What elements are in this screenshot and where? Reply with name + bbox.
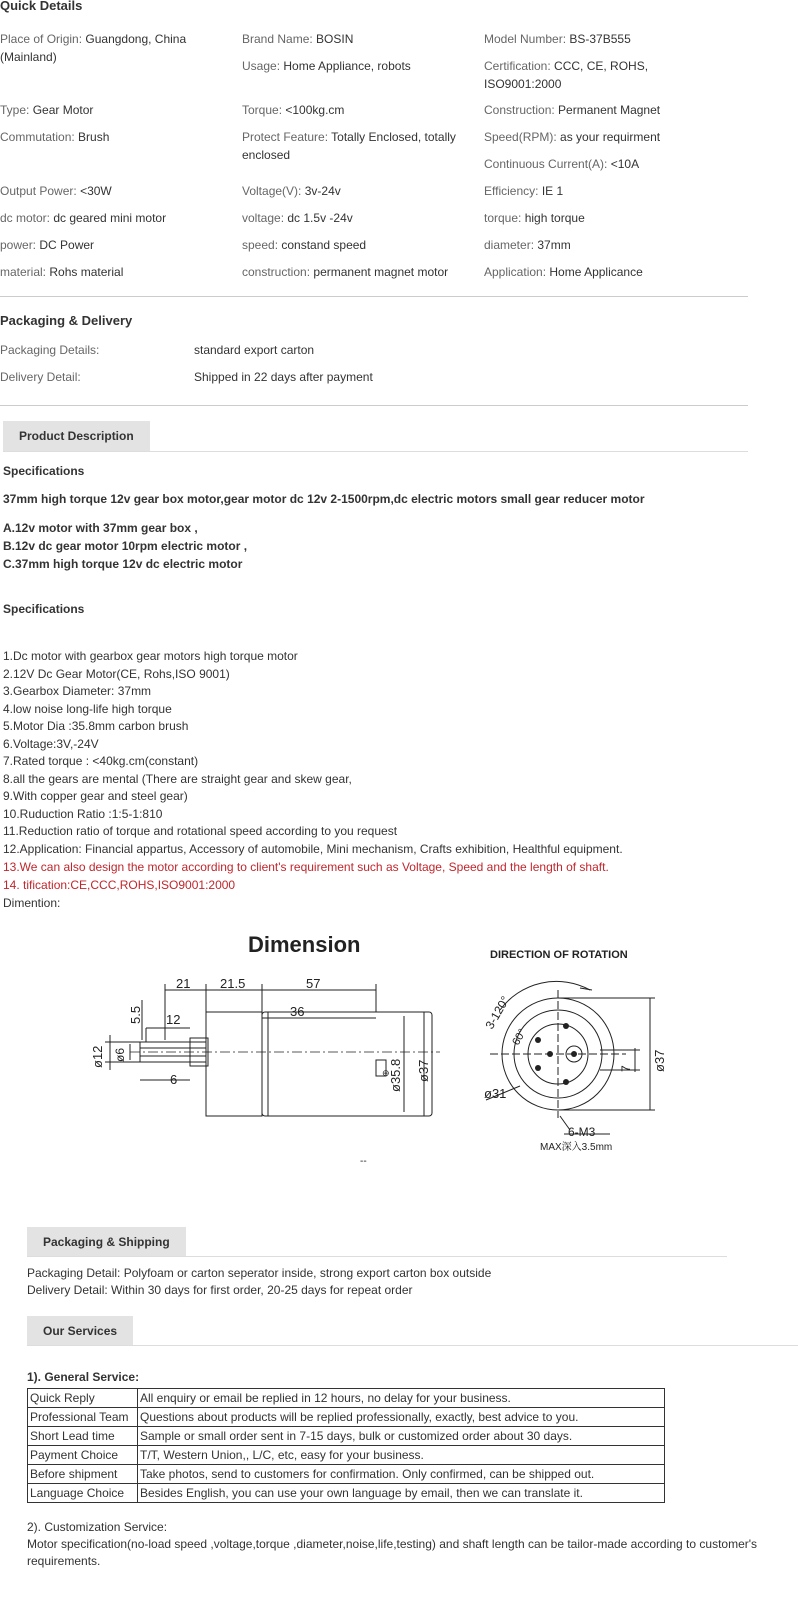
quick-detail-key: torque: bbox=[484, 211, 522, 225]
divider bbox=[0, 405, 748, 406]
quick-detail-item bbox=[484, 209, 714, 227]
quick-detail-value: dc geared mini motor bbox=[53, 211, 167, 225]
service-desc-cell: Questions about products will be replied professionally, exactly, best advice to you. bbox=[138, 1408, 665, 1427]
product-headline: 37mm high torque 12v gear box motor,gear motor dc 12v 2-1500rpm,dc electric motors small gear reducer motor bbox=[3, 492, 645, 506]
service-name-cell: Short Lead time bbox=[28, 1427, 138, 1446]
quick-detail-key: diameter: bbox=[484, 238, 535, 252]
service-desc-cell: All enquiry or email be replied in 12 hours, no delay for your business. bbox=[138, 1389, 665, 1408]
service-desc-cell: Take photos, send to customers for confirmation. Only confirmed, can be shipped out. bbox=[138, 1465, 665, 1484]
packaging-detail-value: Polyfoam or carton seperator inside, strong export carton box outside bbox=[120, 1266, 492, 1280]
service-name-cell: Language Choice bbox=[28, 1484, 138, 1503]
quick-detail-item bbox=[242, 182, 472, 200]
quick-detail-item bbox=[484, 57, 714, 93]
front-view bbox=[360, 981, 667, 1167]
quick-detail-value: <10A bbox=[610, 157, 640, 171]
svg-text:ø37: ø37 bbox=[652, 1049, 667, 1072]
quick-detail-item bbox=[242, 57, 472, 75]
svg-text:MAX深入3.5mm: MAX深入3.5mm bbox=[540, 1142, 613, 1153]
bullet-item: A.12v motor with 37mm gear box , bbox=[3, 521, 198, 535]
spec-item: 9.With copper gear and steel gear) bbox=[3, 789, 188, 803]
quick-detail-item bbox=[484, 30, 714, 48]
delivery-detail-label: Delivery Detail: bbox=[0, 370, 81, 384]
packaging-detail-label: Packaging Detail: bbox=[27, 1266, 121, 1280]
quick-detail-key: Usage: bbox=[242, 59, 281, 73]
quick-detail-value: <100kg.cm bbox=[285, 103, 345, 117]
delivery-detail-line bbox=[27, 1282, 413, 1299]
spec-item: 6.Voltage:3V,-24V bbox=[3, 736, 99, 751]
packaging-detail-line bbox=[27, 1265, 491, 1282]
quick-detail-item bbox=[242, 128, 472, 164]
quick-detail-key: Brand Name: bbox=[242, 32, 313, 46]
quick-detail-value: 3v-24v bbox=[304, 184, 341, 198]
svg-text:ø31: ø31 bbox=[484, 1086, 507, 1101]
spec-item: 1.Dc motor with gearbox gear motors high torque motor bbox=[3, 649, 298, 663]
quick-detail-item bbox=[484, 263, 714, 281]
bullet-item: C.37mm high torque 12v dc electric motor bbox=[3, 557, 243, 571]
quick-detail-item bbox=[0, 182, 230, 200]
svg-text:6-M3: 6-M3 bbox=[568, 1125, 596, 1139]
quick-detail-key: material: bbox=[0, 265, 47, 279]
svg-text:ø35.8: ø35.8 bbox=[388, 1058, 403, 1092]
quick-detail-key: Construction: bbox=[484, 103, 555, 117]
quick-detail-key: voltage: bbox=[242, 211, 285, 225]
quick-detail-value: DC Power bbox=[39, 238, 95, 252]
service-name-cell: Payment Choice bbox=[28, 1446, 138, 1465]
spec-item: 11.Reduction ratio of torque and rotational speed according to you request bbox=[3, 824, 398, 838]
quick-detail-key: Commutation: bbox=[0, 130, 75, 144]
red-note: 14. tification:CE,CCC,ROHS,ISO9001:2000 bbox=[3, 878, 236, 892]
quick-detail-item bbox=[484, 101, 714, 119]
quick-detail-value: Guangdong, China (Mainland) bbox=[0, 32, 187, 64]
quick-detail-key: Speed(RPM): bbox=[484, 130, 557, 144]
svg-text:36: 36 bbox=[290, 1004, 305, 1019]
table-row bbox=[28, 1446, 665, 1465]
svg-text:5.5: 5.5 bbox=[128, 1005, 143, 1024]
svg-text:ø6: ø6 bbox=[113, 1047, 127, 1062]
quick-detail-key: construction: bbox=[242, 265, 311, 279]
svg-text:7: 7 bbox=[619, 1065, 633, 1072]
quick-detail-item bbox=[242, 101, 472, 119]
delivery-detail-value: Within 30 days for first order, 20-25 days for repeat order bbox=[107, 1283, 413, 1297]
quick-detail-key: Voltage(V): bbox=[242, 184, 302, 198]
quick-detail-key: Certification: bbox=[484, 59, 551, 73]
specifications-heading: Specifications bbox=[3, 464, 85, 478]
divider bbox=[0, 296, 748, 297]
customization-text: Motor specification(no-load speed ,voltage,torque ,diameter,noise,life,testing) and shaft length can be tailor-made according to customer's requirements. bbox=[27, 1537, 758, 1568]
service-name-cell: Before shipment bbox=[28, 1465, 138, 1484]
table-row bbox=[28, 1465, 665, 1484]
svg-text:6: 6 bbox=[170, 1072, 178, 1087]
service-desc-cell: T/T, Western Union,, L/C, etc, easy for your business. bbox=[138, 1446, 665, 1465]
svg-text:--: -- bbox=[360, 1156, 367, 1167]
quick-detail-item bbox=[242, 263, 472, 281]
table-row bbox=[28, 1484, 665, 1503]
delivery-detail-label: Delivery Detail: bbox=[27, 1283, 108, 1297]
quick-detail-item bbox=[0, 236, 230, 254]
quick-detail-key: Type: bbox=[0, 103, 30, 117]
spec-item: 8.all the gears are mental (There are straight gear and skew gear, bbox=[3, 771, 352, 786]
spec-item: 12.Application: Financial appartus, Accessory of automobile, Mini mechanism, Crafts exhibition, Healthful equipment. bbox=[3, 841, 623, 856]
bullet-item: B.12v dc gear motor 10rpm electric motor , bbox=[3, 539, 248, 553]
service-desc-cell: Sample or small order sent in 7-15 days, bulk or customized order about 30 days. bbox=[138, 1427, 665, 1446]
spec-item: 7.Rated torque : <40kg.cm(constant) bbox=[3, 754, 199, 768]
tab-underline bbox=[27, 1256, 727, 1257]
service-name-cell: Professional Team bbox=[28, 1408, 138, 1427]
spec-item: 4.low noise long-life high torque bbox=[3, 701, 172, 716]
quick-detail-key: Model Number: bbox=[484, 32, 567, 46]
quick-detail-value: Home Applicance bbox=[549, 265, 643, 279]
quick-detail-value: dc 1.5v -24v bbox=[287, 211, 353, 225]
quick-detail-item bbox=[0, 30, 230, 66]
quick-detail-value: <30W bbox=[80, 184, 112, 198]
quick-detail-key: Output Power: bbox=[0, 184, 77, 198]
packaging-delivery-title: Packaging & Delivery bbox=[0, 313, 133, 328]
spec-item: 5.Motor Dia :35.8mm carbon brush bbox=[3, 719, 189, 733]
quick-detail-item bbox=[0, 128, 230, 146]
quick-detail-item bbox=[242, 30, 472, 48]
quick-detail-key: Place of Origin: bbox=[0, 32, 83, 46]
quick-detail-item bbox=[0, 263, 230, 281]
quick-detail-value: Permanent Magnet bbox=[558, 103, 661, 117]
svg-text:60°: 60° bbox=[510, 1027, 529, 1048]
quick-detail-value: as your requirment bbox=[560, 130, 661, 144]
red-note: 13.We can also design the motor according to client's requirement such as Voltage, Speed and the length of shaft. bbox=[3, 860, 609, 874]
quick-details-title: Quick Details bbox=[0, 0, 83, 13]
tab-packaging-shipping[interactable]: Packaging & Shipping bbox=[27, 1227, 186, 1257]
dimention-label: Dimention: bbox=[3, 896, 61, 910]
specifications-heading: Specifications bbox=[3, 602, 85, 616]
quick-detail-value: Gear Motor bbox=[32, 103, 94, 117]
quick-detail-value: permanent magnet motor bbox=[313, 265, 449, 279]
table-row bbox=[28, 1427, 665, 1446]
svg-text:57: 57 bbox=[306, 976, 321, 991]
services-table bbox=[27, 1388, 665, 1503]
quick-detail-item bbox=[484, 155, 714, 173]
quick-detail-value: 37mm bbox=[537, 238, 571, 252]
quick-detail-item bbox=[484, 128, 714, 146]
quick-detail-value: constand speed bbox=[281, 238, 367, 252]
quick-detail-key: power: bbox=[0, 238, 37, 252]
svg-text:3-120°: 3-120° bbox=[482, 993, 513, 1032]
packaging-details-value: standard export carton bbox=[194, 343, 315, 357]
spec-item: 3.Gearbox Diameter: 37mm bbox=[3, 684, 152, 698]
quick-detail-value: high torque bbox=[524, 211, 585, 225]
quick-detail-value: Totally Enclosed, totally enclosed bbox=[242, 130, 456, 162]
tab-underline bbox=[27, 1345, 798, 1346]
dimension-drawing bbox=[80, 920, 680, 1170]
quick-detail-item bbox=[0, 101, 230, 119]
svg-text:21: 21 bbox=[176, 976, 191, 991]
service-name-cell: Quick Reply bbox=[28, 1389, 138, 1408]
quick-detail-key: speed: bbox=[242, 238, 279, 252]
quick-detail-value: Rohs material bbox=[49, 265, 124, 279]
table-row bbox=[28, 1408, 665, 1427]
quick-detail-key: Application: bbox=[484, 265, 547, 279]
quick-detail-item bbox=[484, 236, 714, 254]
quick-detail-value: Brush bbox=[78, 130, 110, 144]
general-service-title: 1). General Service: bbox=[27, 1370, 140, 1384]
quick-detail-item bbox=[242, 209, 472, 227]
rotation-title: DIRECTION OF ROTATION bbox=[490, 949, 628, 961]
service-desc-cell: Besides English, you can use your own language by email, then we can translate it. bbox=[138, 1484, 665, 1503]
packaging-details-label: Packaging Details: bbox=[0, 343, 100, 357]
svg-text:ø37: ø37 bbox=[416, 1059, 431, 1082]
svg-text:⊕: ⊕ bbox=[382, 1068, 390, 1078]
drawing-title: Dimension bbox=[248, 932, 361, 957]
quick-detail-value: BOSIN bbox=[316, 32, 354, 46]
tab-our-services[interactable]: Our Services bbox=[27, 1316, 133, 1346]
svg-text:21.5: 21.5 bbox=[220, 976, 246, 991]
svg-text:ø12: ø12 bbox=[90, 1045, 105, 1068]
quick-detail-key: Efficiency: bbox=[484, 184, 539, 198]
quick-detail-key: Protect Feature: bbox=[242, 130, 329, 144]
quick-detail-item bbox=[0, 209, 230, 227]
spec-item: 2.12V Dc Gear Motor(CE, Rohs,ISO 9001) bbox=[3, 666, 230, 681]
tab-product-description[interactable]: Product Description bbox=[3, 421, 150, 451]
quick-detail-item bbox=[242, 236, 472, 254]
svg-text:12: 12 bbox=[166, 1012, 181, 1027]
quick-detail-value: IE 1 bbox=[541, 184, 564, 198]
tab-underline bbox=[3, 451, 748, 452]
customization-title: 2). Customization Service: bbox=[27, 1520, 168, 1534]
quick-detail-value: Home Appliance, robots bbox=[283, 59, 411, 73]
quick-detail-value: BS-37B555 bbox=[569, 32, 631, 46]
quick-detail-key: Continuous Current(A): bbox=[484, 157, 608, 171]
table-row bbox=[28, 1389, 665, 1408]
side-view bbox=[90, 976, 440, 1116]
delivery-detail-value: Shipped in 22 days after payment bbox=[194, 370, 373, 384]
quick-detail-item bbox=[484, 182, 714, 200]
spec-item: 10.Ruduction Ratio :1:5-1:810 bbox=[3, 806, 163, 821]
quick-detail-key: Torque: bbox=[242, 103, 283, 117]
quick-detail-key: dc motor: bbox=[0, 211, 51, 225]
quick-detail-value: CCC, CE, ROHS, ISO9001:2000 bbox=[484, 59, 649, 91]
